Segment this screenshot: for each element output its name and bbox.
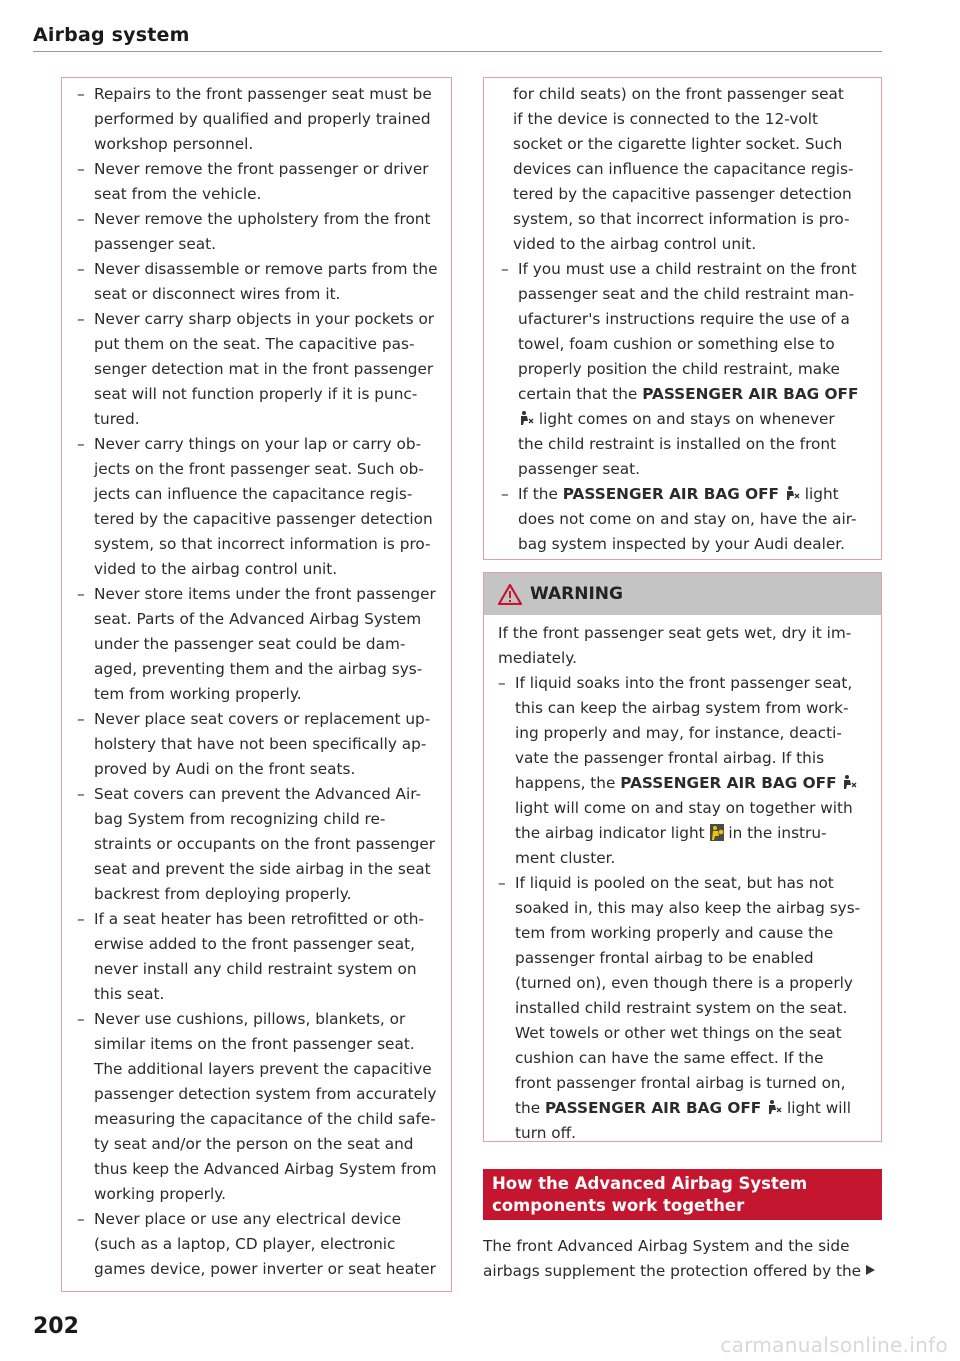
list-item: – If a seat heater has been retrofitted or oth- erwise added to the front passenger seat, never install any child restraint system on this seat. [77, 910, 425, 1003]
list-item: – If liquid soaks into the front passenger seat, this can keep the airbag system from work- ing properly and may, for instance, deacti- vate the passenger frontal airbag. If this happens, the PASSENGER AIR BAG OFF light will come on and stay on together with the airbag indicator light in the instru- ment cluster. [498, 671, 871, 871]
passenger-airbag-off-icon [841, 774, 857, 790]
continued-bullet-text: for child seats) on the front passenger seat if the device is connected to the 12-volt socket or the cigarette lighter socket. Such devices can influence the capacitance regis- tered by the capacitive passenger detection system, so that incorrect information is pro- vided to the airbag control unit. [513, 85, 854, 253]
indicator-name: PASSENGER AIR BAG OFF [544, 1099, 762, 1117]
watermark: carmanualsonline.info [720, 1333, 948, 1357]
list-item: – Never place or use any electrical device (such as a laptop, CD player, electronic games device, power inverter or seat heater [77, 1210, 436, 1278]
list-item: – Never carry things on your lap or carry ob- jects on the front passenger seat. Such ob- jects can influence the capacitance regis- tered by the capacitive passenger detection system, so that incorrect information is pro- vided to the airbag control unit. [77, 435, 433, 578]
right-safety-box [483, 77, 882, 560]
warning-header [484, 573, 881, 615]
section-body: The front Advanced Airbag System and the side airbags supplement the protection offered by the [483, 1234, 888, 1284]
continue-arrow-icon [865, 1264, 876, 1276]
warning-triangle-icon [498, 584, 522, 605]
indicator-name: PASSENGER AIR BAG OFF [620, 774, 837, 792]
section-heading: How the Advanced Airbag System components work together [483, 1169, 882, 1220]
list-item: – If you must use a child restraint on the front passenger seat and the child restraint man- ufacturer's instructions require the use of a towel, foam cushion or something else to properly position the child restraint, make certain that the PASSENGER AIR BAG OFF light comes on and stays on whenever the child restraint is installed on the front passenger seat. [501, 260, 859, 478]
left-safety-box [61, 77, 452, 1292]
indicator-name: PASSENGER AIR BAG OFF [562, 485, 780, 503]
list-item: – Never place seat covers or replacement up- holstery that have not been specifically ap- proved by Audi on the front seats. [77, 710, 431, 778]
warning-intro: If the front passenger seat gets wet, dry it im- mediately. [498, 624, 852, 667]
passenger-airbag-off-icon [766, 1099, 782, 1115]
list-item: – Repairs to the front passenger seat must be performed by qualified and properly trained workshop personnel. [77, 85, 432, 153]
left-bullet-list [77, 82, 441, 1282]
list-item: – Seat covers can prevent the Advanced Air- bag System from recognizing child re- straints or occupants on the front passenger seat and prevent the side airbag in the seat backrest from deploying properly. [77, 785, 436, 903]
list-item: – Never carry sharp objects in your pockets or put them on the seat. The capacitive pas- senger detection mat in the front passenger seat will not function properly if it is punc- tured. [77, 310, 435, 428]
passenger-airbag-off-icon [784, 485, 800, 501]
list-item: – If liquid is pooled on the seat, but has not soaked in, this may also keep the airbag sys- tem from working properly and cause the passenger frontal airbag to be enabled (turned on), even though there is a properly installed child restraint system on the seat. Wet towels or other wet things on the seat cushion can have the same effect. If the front passenger frontal airbag is turned on, the PASSENGER AIR BAG OFF light will turn off. [498, 874, 861, 1142]
header-divider [33, 51, 882, 52]
warning-box [483, 572, 882, 1142]
list-item: – Never remove the front passenger or driver seat from the vehicle. [77, 160, 429, 203]
list-item: – Never use cushions, pillows, blankets, or similar items on the front passenger seat. The additional layers prevent the capacitive passenger detection system from accurately measuring the capacitance of the child safe- ty seat and/or the person on the seat and thus keep the Advanced Airbag System from working properly. [77, 1010, 437, 1203]
page-number: 202 [33, 1314, 79, 1339]
indicator-name: PASSENGER AIR BAG OFF [642, 385, 859, 403]
warning-title: WARNING [530, 584, 623, 604]
passenger-airbag-off-icon [518, 410, 534, 426]
list-item: – Never remove the upholstery from the front passenger seat. [77, 210, 431, 253]
list-item: – Never disassemble or remove parts from the seat or disconnect wires from it. [77, 260, 438, 303]
airbag-indicator-icon [710, 824, 724, 841]
list-item: – Never store items under the front passenger seat. Parts of the Advanced Airbag System under the passenger seat could be dam- aged, preventing them and the airbag sys- tem from working properly. [77, 585, 436, 703]
list-item: – If the PASSENGER AIR BAG OFF light does not come on and stay on, have the air- bag system inspected by your Audi dealer. [501, 485, 857, 553]
chapter-title: Airbag system [33, 24, 190, 46]
